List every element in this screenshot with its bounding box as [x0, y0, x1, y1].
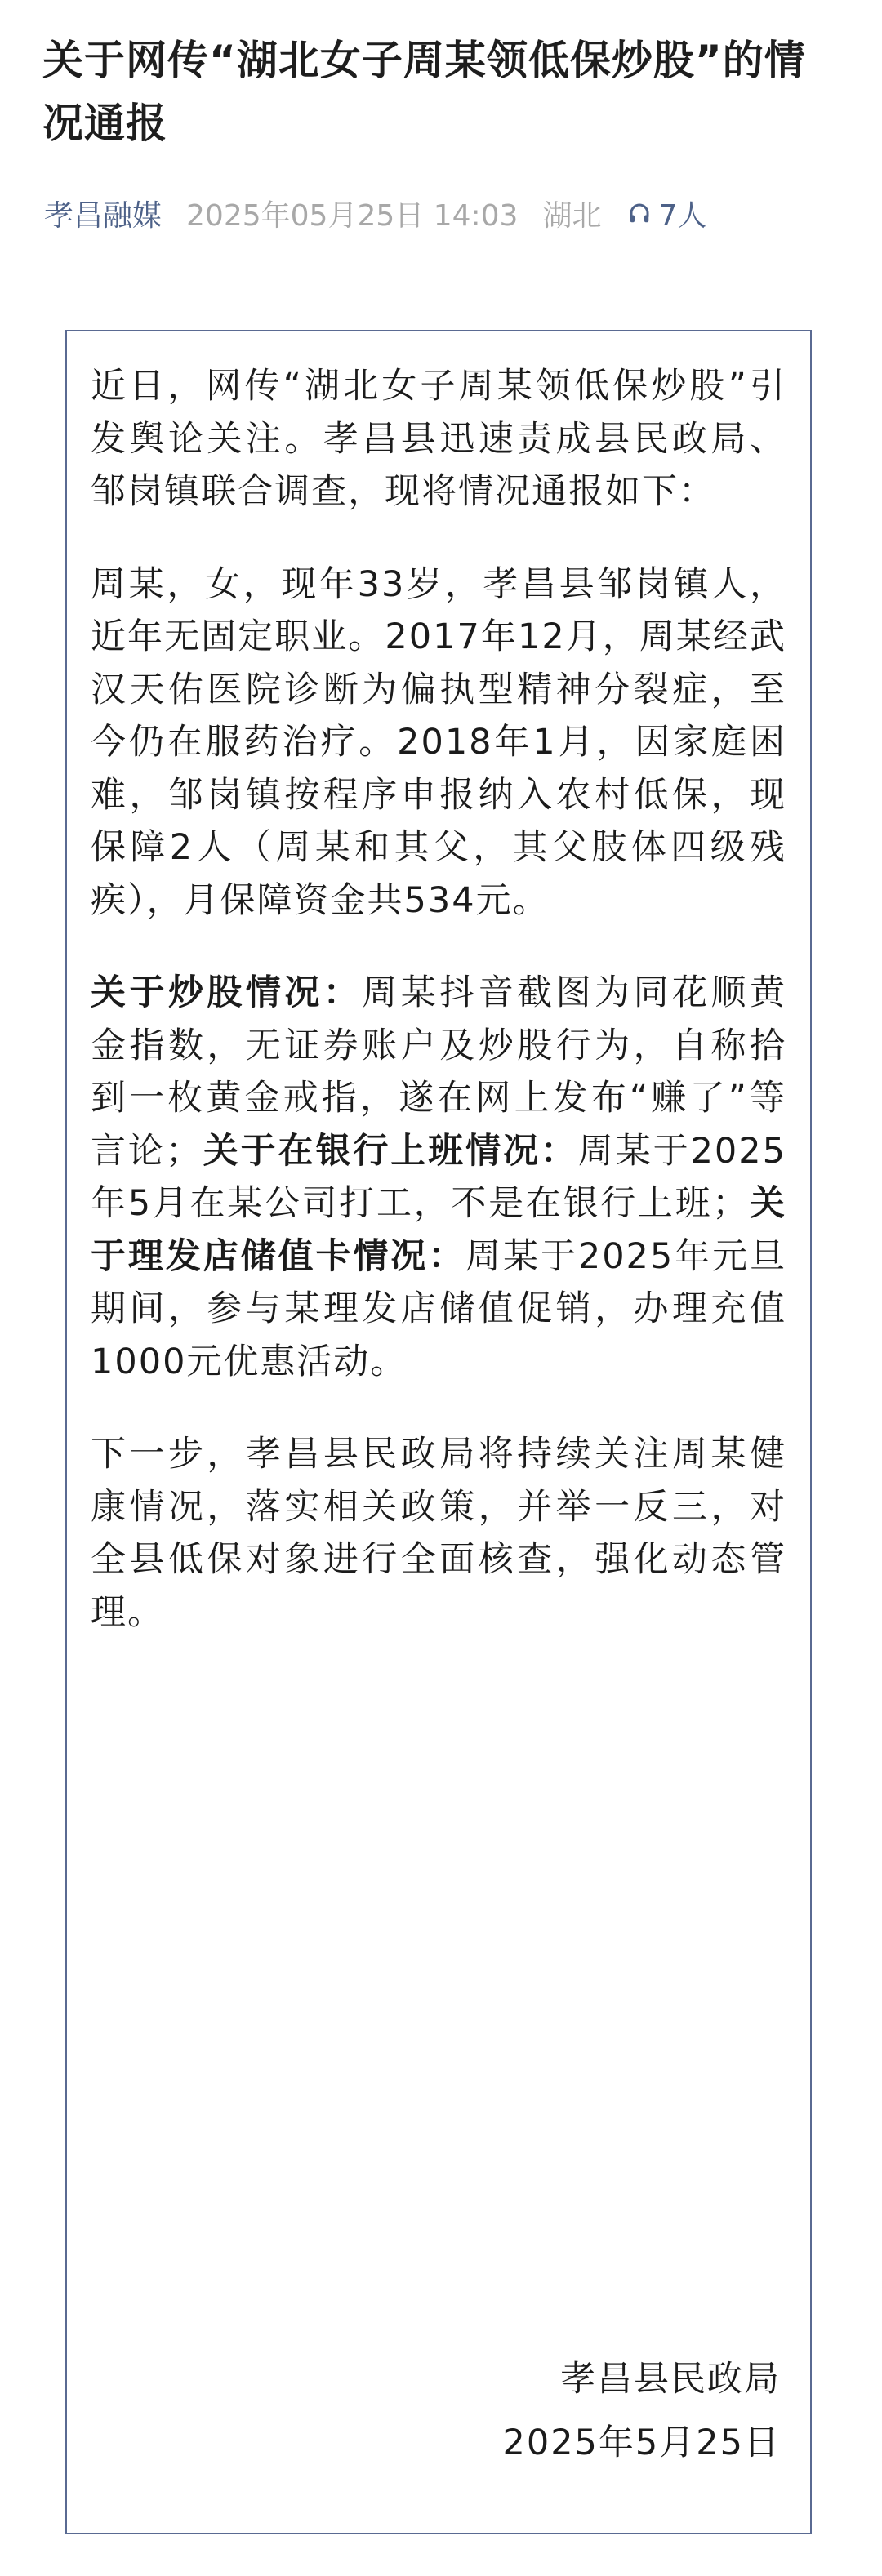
heading-bank-job: 关于在银行上班情况： [202, 1130, 578, 1172]
notice-body [91, 360, 786, 1679]
publish-date: 2025年05月25日 14:03 [186, 198, 519, 233]
notice-paragraph-background: 周某，女，现年33岁，孝昌县邹岗镇人，近年无固定职业。2017年12月，周某经武汉天佑医院诊断为偏执型精神分裂症，至今仍在服药治疗。2018年1月，因家庭困难，邹岗镇按程序申报纳入农村低保，现保障2人（周某和其父，其父肢体四级残疾），月保障资金共534元。 [91, 563, 786, 921]
text-bank-job: 周某于2025年5月在某公司打工，不是在银行上班； [91, 1130, 787, 1224]
listen-count-button[interactable] [627, 193, 706, 234]
notice-paragraph-intro: 近日，网传“湖北女子周某领低保炒股”引发舆论关注。孝昌县迅速责成县民政局、邹岗镇联合调查，现将情况通报如下： [91, 366, 786, 512]
text-stock-trading: 周某抖音截图为同花顺黄金指数，无证券账户及炒股行为，自称拾到一枚黄金戒指，遂在网上发布“赚了”等言论； [91, 972, 787, 1172]
heading-stock-trading: 关于炒股情况： [91, 972, 363, 1013]
listen-count: 7人 [658, 198, 707, 233]
notice-paragraph-next-steps: 下一步，孝昌县民政局将持续关注周某健康情况，落实相关政策，并举一反三，对全县低保对象进行全面核查，强化动态管理。 [91, 1434, 786, 1633]
headphones-icon [627, 201, 652, 225]
region-label: 湖北 [542, 198, 602, 233]
text-salon-card: 周某于2025年元旦期间，参与某理发店储值促销，办理充值1000元优惠活动。 [91, 1235, 787, 1382]
signature-date: 2025年5月25日 [502, 2423, 781, 2463]
notice-paragraph-findings [91, 967, 786, 1388]
article-meta [44, 193, 706, 234]
signature-organization: 孝昌县民政局 [560, 2359, 781, 2400]
source-link[interactable]: 孝昌融媒 [44, 198, 163, 233]
notice-signature [502, 2347, 781, 2475]
article-title: 关于网传“湖北女子周某领低保炒股”的情况通报 [42, 37, 806, 147]
heading-salon-card: 关于理发店储值卡情况： [91, 1183, 786, 1277]
